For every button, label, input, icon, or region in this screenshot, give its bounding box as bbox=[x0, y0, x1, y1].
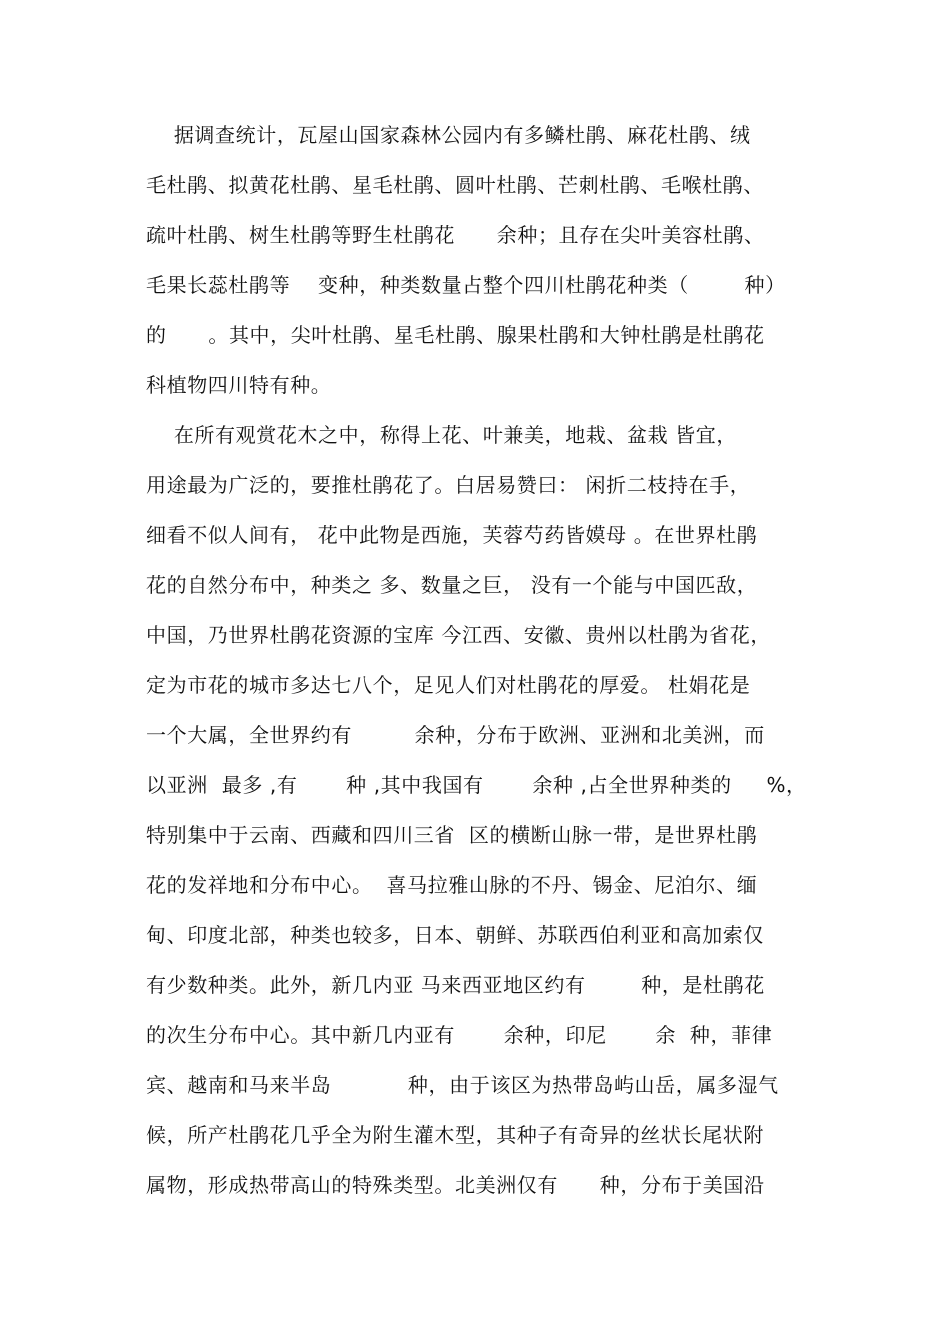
text-line: 科植物四川特有种。 bbox=[146, 373, 332, 397]
text-line: 的 。其中，尖叶杜鹃、星毛杜鹃、腺果杜鹃和大钟杜鹃是杜鹃花 bbox=[146, 323, 765, 347]
text-line: 花的自然分布中，种类之 多、数量之巨， 没有一个能与中国匹敌， bbox=[146, 573, 758, 597]
text-line: 用途最为广泛的，要推杜鹃花了。白居易赞曰： 闲折二枝持在手， bbox=[146, 473, 751, 497]
text-line: 宾、越南和马来半岛 种，由于该区为热带岛屿山岳，属多湿气 bbox=[146, 1073, 779, 1097]
text-line: 毛果长蕊杜鹃等 变种，种类数量占整个四川杜鹃花种类（ 种） bbox=[146, 273, 786, 297]
text-line: 一个大属，全世界约有 余种，分布于欧洲、亚洲和北美洲，而 bbox=[146, 723, 765, 747]
text-line: 有少数种类。此外，新几内亚 马来西亚地区约有 种，是杜鹃花 bbox=[146, 973, 765, 997]
text-line: 属物，形成热带高山的特殊类型。北美洲仅有 种，分布于美国沿 bbox=[146, 1173, 765, 1197]
text-line: 的次生分布中心。其中新几内亚有 余种，印尼 余 种，菲律 bbox=[146, 1023, 773, 1047]
text-line: 候，所产杜鹃花几乎全为附生灌木型，其种子有奇异的丝状长尾状附 bbox=[146, 1123, 764, 1147]
text-line: 特别集中于云南、西藏和四川三省 区的横断山脉一带，是世界杜鹃 bbox=[146, 823, 758, 847]
text-line: 定为市花的城市多达七八个，足见人们对杜鹃花的厚爱。 杜娟花是 bbox=[146, 673, 751, 697]
text-line: 细看不似人间有， 花中此物是西施，芙蓉芍药皆嫫母 。在世界杜鹃 bbox=[146, 523, 758, 547]
text-line: 疏叶杜鹃、树生杜鹃等野生杜鹃花 余种；且存在尖叶美容杜鹃、 bbox=[146, 223, 765, 247]
text-line: 在所有观赏花木之中，称得上花、叶兼美，地栽、盆栽 皆宜， bbox=[146, 423, 737, 447]
text-line: 中国，乃世界杜鹃花资源的宝库 今江西、安徽、贵州以杜鹃为省花， bbox=[146, 623, 771, 647]
text-line: 毛杜鹃、拟黄花杜鹃、星毛杜鹃、圆叶杜鹃、芒刺杜鹃、毛喉杜鹃、 bbox=[146, 173, 764, 197]
text-line: 据调查统计，瓦屋山国家森林公园内有多鳞杜鹃、麻花杜鹃、绒 bbox=[146, 123, 751, 147]
text-line: 花的发祥地和分布中心。 喜马拉雅山脉的不丹、锡金、尼泊尔、缅 bbox=[146, 873, 758, 897]
text-line: 以亚洲 最多 ,有 种 ,其中我国有 余种 ,占全世界种类的 %， bbox=[146, 773, 807, 797]
text-line: 甸、印度北部，种类也较多，日本、朝鲜、苏联西伯利亚和高加索仅 bbox=[146, 923, 764, 947]
